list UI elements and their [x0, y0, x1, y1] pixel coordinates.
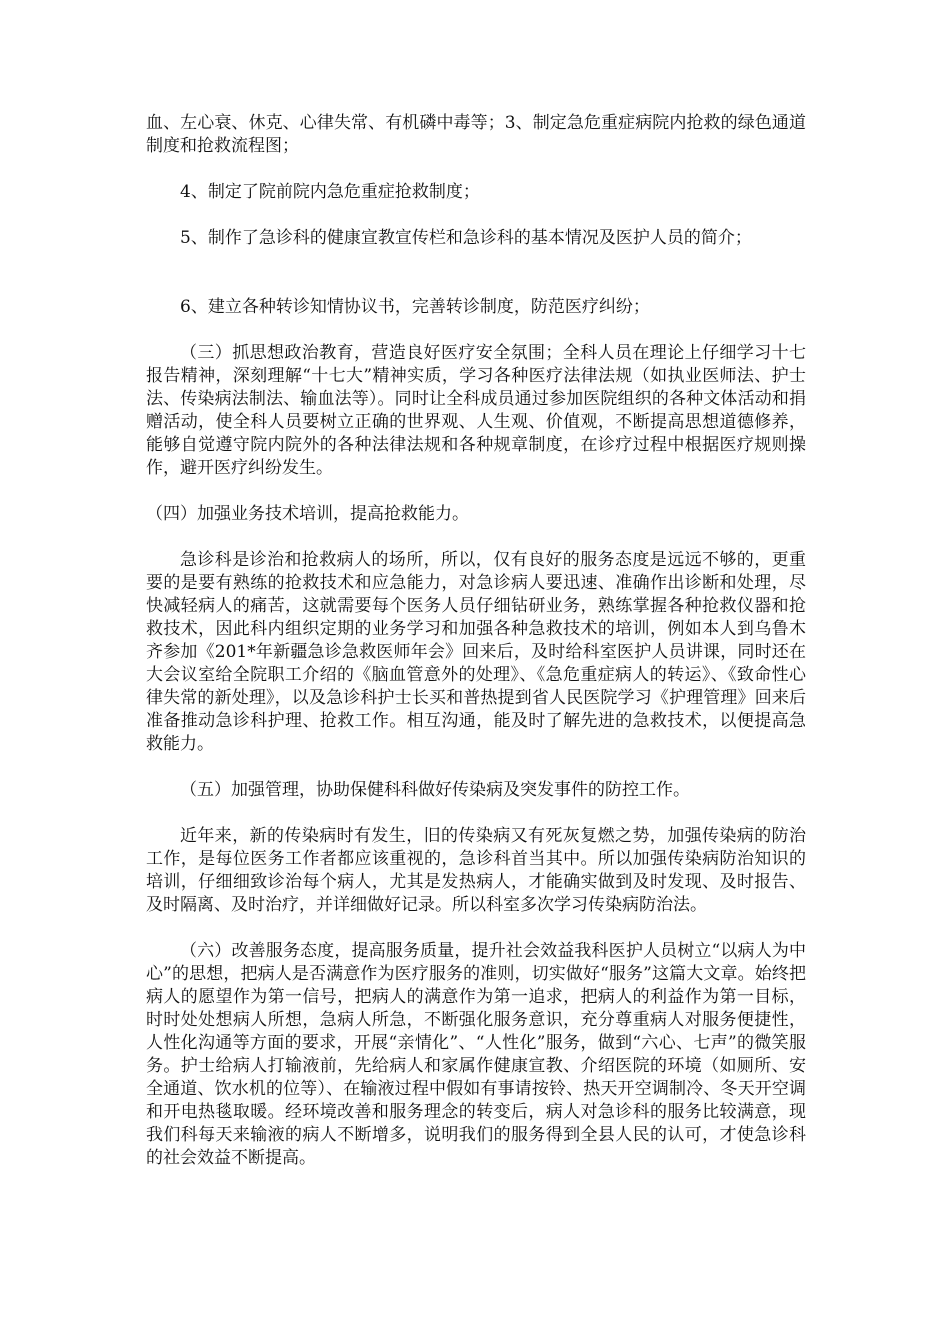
paragraph-item-4: 4、制定了院前院内急危重症抢救制度；: [180, 182, 480, 202]
paragraph-section-4-body: 急诊科是诊治和抢救病人的场所，所以，仅有良好的服务态度是远远不够的，更重要的是要有熟练的抢救技术和应急能力，对急诊病人要迅速、准确作出诊断和处理，尽快减轻病人的痛苦，这就需要每个医务人员仔细钻研业务，熟练掌握各种抢救仪器和抢救技术，因此科内组织定期的业务学习和加强各种急救技术的培训，例如本人到乌鲁木齐参加《201*年新疆急诊急救医师年会》回来后，及时给科室医护人员讲课，同时还在大会议室给全院职工介绍的《脑血管意外的处理》、《急危重症病人的转运》、《致命性心律失常的新处理》，以及急诊科护士长买和普热提到省人民医院学习《护理管理》回来后准备推动急诊科护理、抢救工作。相互沟通，能及时了解先进的急救技术，以便提高急救能力。: [146, 550, 806, 754]
paragraph-continuation: 血、左心衰、休克、心律失常、有机磷中毒等；3、制定急危重症病院内抢救的绿色通道制度和抢救流程图；: [146, 113, 806, 156]
paragraph-item-5: 5、制作了急诊科的健康宣教宣传栏和急诊科的基本情况及医护人员的简介；: [180, 228, 752, 248]
paragraph-section-4-heading: （四）加强业务技术培训，提高抢救能力。: [146, 504, 469, 524]
paragraph-section-5-body: 近年来，新的传染病时有发生，旧的传染病又有死灰复燃之势，加强传染病的防治工作，是每位医务工作者都应该重视的，急诊科首当其中。所以加强传染病防治知识的培训，仔细细致诊治每个病人，尤其是发热病人，才能确实做到及时发现、及时报告、及时隔离、及时治疗，并详细做好记录。所以科室多次学习传染病防治法。: [146, 826, 806, 915]
paragraph-section-3: （三）抓思想政治教育，营造良好医疗安全氛围；全科人员在理论上仔细学习十七报告精神，深刻理解“十七大”精神实质，学习各种医疗法律法规（如执业医师法、护士法、传染病法制法、输血法等）。同时让全科成员通过参加医院组织的各种文体活动和捐赠活动，使全科人员要树立正确的世界观、人生观、价值观，不断提高思想道德修养，能够自觉遵守院内院外的各种法律法规和各种规章制度，在诊疗过程中根据医疗规则操作，避开医疗纠纷发生。: [146, 343, 806, 478]
paragraph-section-5-heading: （五）加强管理，协助保健科科做好传染病及突发事件的防控工作。: [180, 780, 690, 800]
paragraph-section-6: （六）改善服务态度，提高服务质量，提升社会效益我科医护人员树立“以病人为中心”的思想，把病人是否满意作为医疗服务的准则，切实做好“服务”这篇大文章。始终把病人的愿望作为第一信号，把病人的满意作为第一追求，把病人的利益作为第一目标，时时处处想病人所想，急病人所急，不断强化服务意识，充分尊重病人对服务便捷性，人性化沟通等方面的要求，开展“亲情化”、“人性化”服务，做到“六心、七声”的微笑服务。护士给病人打输液前，先给病人和家属作健康宣教、介绍医院的环境（如厕所、安全通道、饮水机的位等）、在输液过程中假如有事请按铃、热天开空调制冷、冬天开空调和开电热毯取暖。经环境改善和服务理念的转变后，病人对急诊科的服务比较满意，现我们科每天来输液的病人不断增多，说明我们的服务得到全县人民的认可，才使急诊科的社会效益不断提高。: [146, 941, 806, 1168]
paragraph-item-6: 6、建立各种转诊知情协议书，完善转诊制度，防范医疗纠纷；: [180, 297, 650, 317]
